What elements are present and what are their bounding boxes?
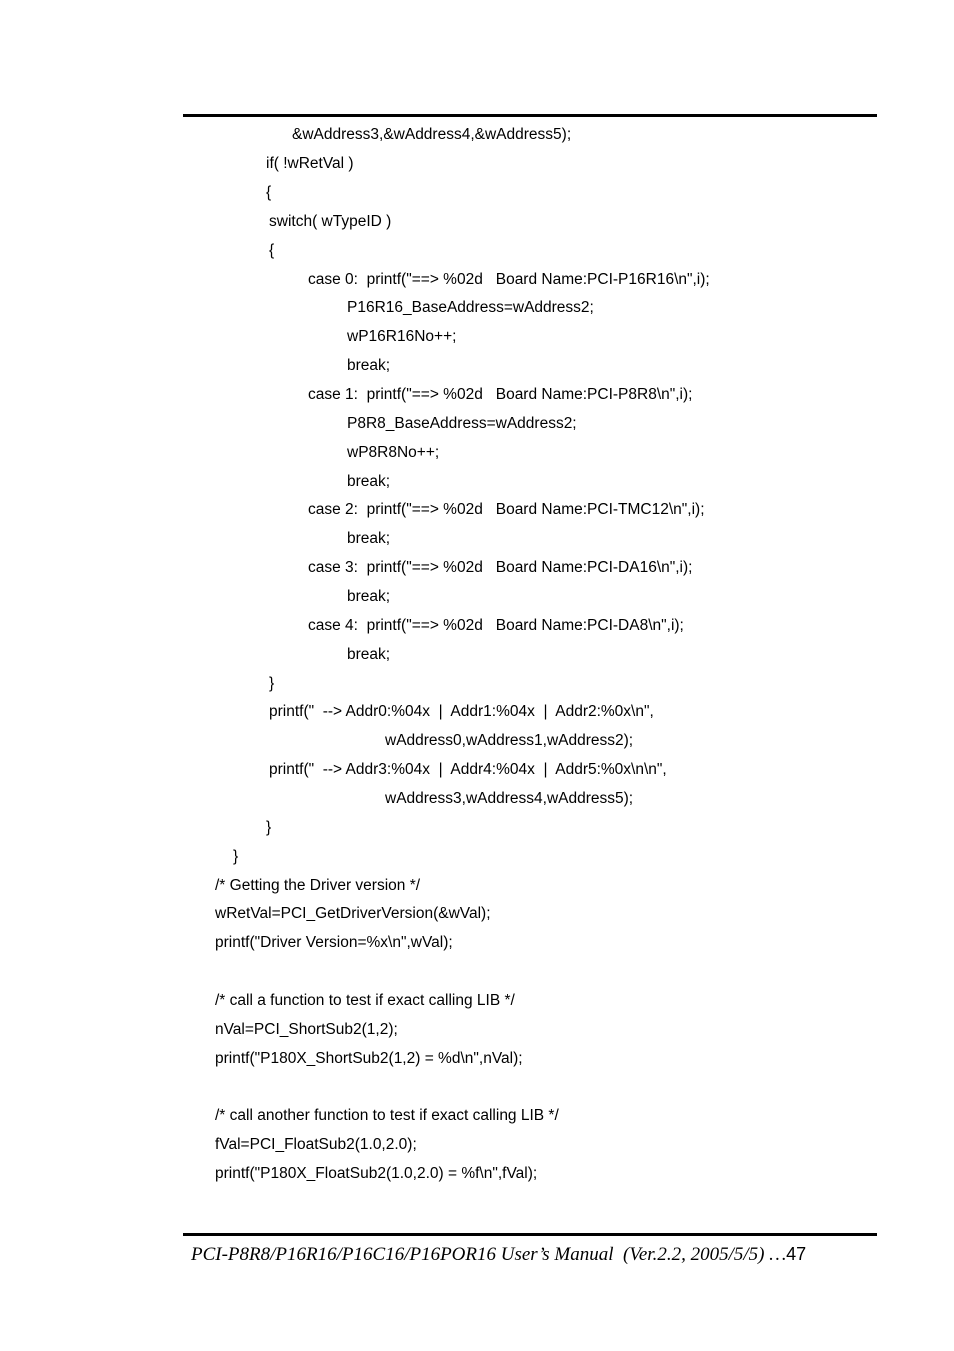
code-line: /* call a function to test if exact calling LIB */ <box>215 992 515 1009</box>
code-line: } <box>266 819 272 836</box>
code-line: /* Getting the Driver version */ <box>215 877 421 894</box>
code-line: case 3: printf("==> %02d Board Name:PCI-DA16\n",i); <box>308 559 693 576</box>
code-line: fVal=PCI_FloatSub2(1.0,2.0); <box>215 1136 417 1153</box>
code-line: /* call another function to test if exact calling LIB */ <box>215 1107 559 1124</box>
code-line: { <box>266 184 272 201</box>
code-line: printf("P180X_FloatSub2(1.0,2.0) = %f\n",fVal); <box>215 1165 538 1182</box>
code-line: } <box>269 675 275 692</box>
code-line: case 4: printf("==> %02d Board Name:PCI-DA8\n",i); <box>308 617 684 634</box>
code-line: wAddress3,wAddress4,wAddress5); <box>385 790 634 807</box>
code-line: break; <box>347 588 391 605</box>
footer-rule <box>183 1233 877 1236</box>
code-line: printf(" --> Addr3:%04x | Addr4:%04x | Addr5:%0x\n\n", <box>269 761 667 778</box>
code-line: wRetVal=PCI_GetDriverVersion(&wVal); <box>215 905 491 922</box>
code-line: break; <box>347 473 391 490</box>
code-line: break; <box>347 646 391 663</box>
code-line: } <box>233 848 239 865</box>
footer-title: PCI-P8R8/P16R16/P16C16/P16POR16 User’s Manual (Ver.2.2, 2005/5/5) … <box>191 1244 787 1265</box>
code-line: nVal=PCI_ShortSub2(1,2); <box>215 1021 398 1038</box>
code-line: P16R16_BaseAddress=wAddress2; <box>347 299 594 316</box>
code-line: case 0: printf("==> %02d Board Name:PCI-P16R16\n",i); <box>308 271 710 288</box>
code-line: &wAddress3,&wAddress4,&wAddress5); <box>292 126 572 143</box>
code-line: P8R8_BaseAddress=wAddress2; <box>347 415 577 432</box>
code-line: break; <box>347 530 391 547</box>
code-line: printf("P180X_ShortSub2(1,2) = %d\n",nVal); <box>215 1050 523 1067</box>
page-footer <box>191 1244 806 1266</box>
code-line: printf(" --> Addr0:%04x | Addr1:%04x | Addr2:%0x\n", <box>269 703 654 720</box>
code-line: wP16R16No++; <box>347 328 457 345</box>
code-line: case 1: printf("==> %02d Board Name:PCI-P8R8\n",i); <box>308 386 693 403</box>
code-line: wP8R8No++; <box>347 444 440 461</box>
code-line: if( !wRetVal ) <box>266 155 354 172</box>
code-line: break; <box>347 357 391 374</box>
code-line: wAddress0,wAddress1,wAddress2); <box>385 732 634 749</box>
code-line: switch( wTypeID ) <box>269 213 392 230</box>
code-line: { <box>269 242 275 259</box>
code-line: case 2: printf("==> %02d Board Name:PCI-TMC12\n",i); <box>308 501 705 518</box>
header-rule <box>183 114 877 117</box>
code-line: printf("Driver Version=%x\n",wVal); <box>215 934 453 951</box>
page-number: 47 <box>786 1244 807 1264</box>
